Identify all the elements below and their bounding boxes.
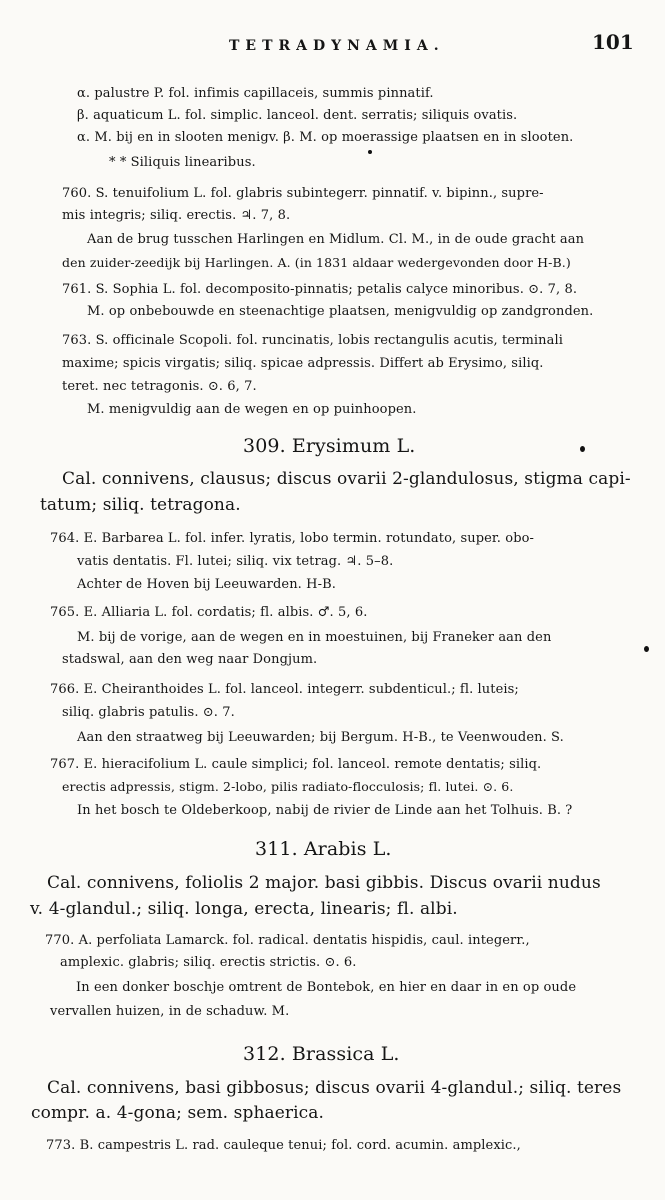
text-line: * * Siliquis linearibus. — [109, 155, 256, 170]
genus-description: compr. a. 4-gona; sem. sphaerica. — [31, 1103, 325, 1123]
text-line: maxime; spicis virgatis; siliq. spicae adpressis. Differt ab Erysimo, siliq. — [62, 356, 544, 371]
text-line: 773. B. campestris L. rad. cauleque tenui; fol. cord. acumin. amplexic., — [46, 1138, 521, 1153]
text-line: In een donker boschje omtrent de Bontebok, en hier en daar in en op oude — [76, 980, 577, 995]
genus-description: Cal. connivens, clausus; discus ovarii 2-glandulosus, stigma capi- — [62, 469, 631, 489]
text-line: 765. E. Alliaria L. fol. cordatis; fl. albis. ♂. 5, 6. — [50, 605, 368, 620]
genus-description: Cal. connivens, foliolis 2 major. basi gibbis. Discus ovarii nudus — [47, 873, 601, 893]
genus-heading: 309. Erysimum L. — [243, 435, 416, 457]
text-line: M. menigvuldig aan de wegen en op puinhoopen. — [87, 402, 417, 417]
text-line: α. M. bij en in slooten menigv. β. M. op moerassige plaatsen en in slooten. — [77, 130, 574, 145]
genus-description: v. 4-glandul.; siliq. longa, erecta, linearis; fl. albi. — [30, 899, 458, 919]
text-line: 763. S. officinale Scopoli. fol. runcinatis, lobis rectangulis acutis, terminali — [62, 333, 563, 348]
ink-speck — [580, 446, 585, 452]
text-line: M. bij de vorige, aan de wegen en in moestuinen, bij Franeker aan den — [77, 630, 552, 645]
text-line: amplexic. glabris; siliq. erectis strictis. ⊙. 6. — [60, 955, 357, 970]
text-line: vatis dentatis. Fl. lutei; siliq. vix tetrag. ♃. 5–8. — [77, 554, 394, 569]
genus-description: Cal. connivens, basi gibbosus; discus ovarii 4-glandul.; siliq. teres — [47, 1078, 622, 1098]
ink-speck — [644, 646, 649, 652]
text-line: Aan den straatweg bij Leeuwarden; bij Bergum. H-B., te Veenwouden. S. — [77, 730, 564, 745]
running-title: TETRADYNAMIA. — [229, 38, 445, 54]
page-number: 101 — [592, 30, 634, 54]
text-line: siliq. glabris patulis. ⊙. 7. — [62, 705, 235, 720]
text-line: M. op onbebouwde en steenachtige plaatsen, menigvuldig op zandgronden. — [87, 304, 594, 319]
text-line: 766. E. Cheiranthoides L. fol. lanceol. integerr. subdenticul.; fl. luteis; — [50, 682, 519, 697]
genus-heading: 312. Brassica L. — [243, 1043, 400, 1065]
text-line: stadswal, aan den weg naar Dongjum. — [62, 652, 318, 667]
ink-dot — [368, 150, 372, 154]
text-line: erectis adpressis, stigm. 2-lobo, pilis radiato-flocculosis; fl. lutei. ⊙. 6. — [62, 779, 514, 794]
text-line: teret. nec tetragonis. ⊙. 6, 7. — [62, 379, 257, 394]
text-line: 767. E. hieracifolium L. caule simplici; fol. lanceol. remote dentatis; siliq. — [50, 757, 542, 772]
text-line: In het bosch te Oldeberkoop, nabij de rivier de Linde aan het Tolhuis. B. ? — [77, 803, 573, 818]
text-line: β. aquaticum L. fol. simplic. lanceol. dent. serratis; siliquis ovatis. — [77, 108, 518, 123]
text-line: den zuider-zeedijk bij Harlingen. A. (in 1831 aldaar wedergevonden door H-B.) — [62, 255, 571, 270]
text-line: 770. A. perfoliata Lamarck. fol. radical. dentatis hispidis, caul. integerr., — [45, 933, 530, 948]
text-line: Achter de Hoven bij Leeuwarden. H-B. — [77, 577, 336, 592]
genus-heading: 311. Arabis L. — [255, 838, 392, 860]
text-line: 764. E. Barbarea L. fol. infer. lyratis, lobo termin. rotundato, super. obo- — [50, 531, 535, 546]
text-line: 760. S. tenuifolium L. fol. glabris subintegerr. pinnatif. v. bipinn., supre- — [62, 186, 544, 201]
text-line: Aan de brug tusschen Harlingen en Midlum. Cl. M., in de oude gracht aan — [87, 232, 585, 247]
text-line: 761. S. Sophia L. fol. decomposito-pinnatis; petalis calyce minoribus. ⊙. 7, 8. — [62, 282, 578, 297]
genus-description: tatum; siliq. tetragona. — [40, 495, 241, 515]
text-line: mis integris; siliq. erectis. ♃. 7, 8. — [62, 208, 291, 223]
text-line: vervallen huizen, in de schaduw. M. — [50, 1004, 290, 1019]
text-line: α. palustre P. fol. infimis capillaceis, summis pinnatif. — [77, 86, 434, 101]
